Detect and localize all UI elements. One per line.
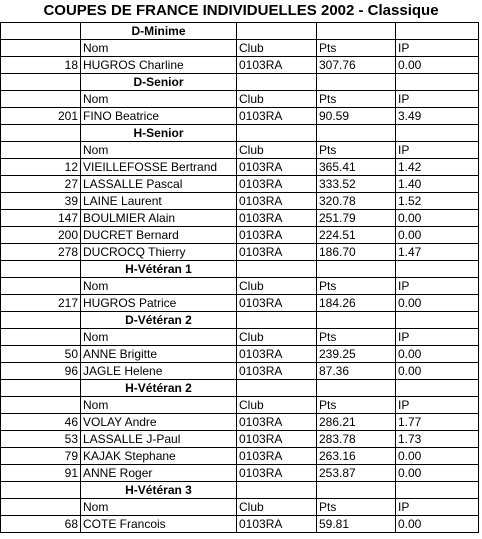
- table-row: [1, 193, 479, 210]
- ip-cell[interactable]: 1.40: [396, 176, 479, 193]
- club-cell[interactable]: 0103RA: [237, 227, 317, 244]
- section-title[interactable]: D-Vétéran 2: [81, 312, 237, 329]
- ip-cell[interactable]: 3.49: [396, 108, 479, 125]
- empty-cell[interactable]: [237, 74, 317, 91]
- header-club[interactable]: Club: [237, 499, 317, 516]
- pts-cell[interactable]: 224.51: [317, 227, 396, 244]
- header-ip[interactable]: IP: [396, 40, 479, 57]
- empty-cell[interactable]: [317, 482, 396, 499]
- ip-cell[interactable]: 0.00: [396, 295, 479, 312]
- club-cell[interactable]: 0103RA: [237, 159, 317, 176]
- ip-cell[interactable]: 0.00: [396, 363, 479, 380]
- ip-cell[interactable]: 1.77: [396, 414, 479, 431]
- club-cell[interactable]: 0103RA: [237, 346, 317, 363]
- section-title-row: [1, 482, 479, 499]
- header-ip[interactable]: IP: [396, 142, 479, 159]
- section-title-row: [1, 23, 479, 40]
- table-row: [1, 295, 479, 312]
- name-cell[interactable]: ANNE Brigitte: [81, 346, 237, 363]
- column-header-row: [1, 329, 479, 346]
- name-cell[interactable]: LASSALLE Pascal: [81, 176, 237, 193]
- pts-cell[interactable]: 307.76: [317, 57, 396, 74]
- pts-cell[interactable]: 365.41: [317, 159, 396, 176]
- name-cell[interactable]: VIEILLEFOSSE Bertrand: [81, 159, 237, 176]
- header-name[interactable]: Nom: [81, 397, 237, 414]
- pts-cell[interactable]: 90.59: [317, 108, 396, 125]
- empty-cell[interactable]: [396, 74, 479, 91]
- section-title[interactable]: H-Vétéran 1: [81, 261, 237, 278]
- club-cell[interactable]: 0103RA: [237, 210, 317, 227]
- rank-cell[interactable]: 27: [1, 176, 81, 193]
- name-cell[interactable]: LAINE Laurent: [81, 193, 237, 210]
- table-row: [1, 363, 479, 380]
- empty-cell[interactable]: [317, 312, 396, 329]
- rank-cell[interactable]: 91: [1, 465, 81, 482]
- ip-cell[interactable]: 1.42: [396, 159, 479, 176]
- ip-cell[interactable]: 0.00: [396, 465, 479, 482]
- empty-cell[interactable]: [1, 91, 81, 108]
- table-row: [1, 431, 479, 448]
- section-title[interactable]: H-Vétéran 3: [81, 482, 237, 499]
- pts-cell[interactable]: 186.70: [317, 244, 396, 261]
- ip-cell[interactable]: 0.00: [396, 448, 479, 465]
- pts-cell[interactable]: 59.81: [317, 516, 396, 533]
- header-name[interactable]: Nom: [81, 329, 237, 346]
- empty-cell[interactable]: [237, 312, 317, 329]
- header-pts[interactable]: Pts: [317, 91, 396, 108]
- table-row: [1, 227, 479, 244]
- section-title-row: [1, 312, 479, 329]
- column-header-row: [1, 142, 479, 159]
- rank-cell[interactable]: 278: [1, 244, 81, 261]
- name-cell[interactable]: DUCROCQ Thierry: [81, 244, 237, 261]
- ip-cell[interactable]: 0.00: [396, 210, 479, 227]
- header-club[interactable]: Club: [237, 329, 317, 346]
- empty-cell[interactable]: [317, 261, 396, 278]
- club-cell[interactable]: 0103RA: [237, 295, 317, 312]
- name-cell[interactable]: ANNE Roger: [81, 465, 237, 482]
- header-name[interactable]: Nom: [81, 499, 237, 516]
- column-header-row: [1, 91, 479, 108]
- pts-cell[interactable]: 87.36: [317, 363, 396, 380]
- header-pts[interactable]: Pts: [317, 499, 396, 516]
- empty-cell[interactable]: [396, 380, 479, 397]
- table-row: [1, 414, 479, 431]
- pts-cell[interactable]: 253.87: [317, 465, 396, 482]
- header-name[interactable]: Nom: [81, 91, 237, 108]
- club-cell[interactable]: 0103RA: [237, 448, 317, 465]
- empty-cell[interactable]: [1, 125, 81, 142]
- pts-cell[interactable]: 251.79: [317, 210, 396, 227]
- ip-cell[interactable]: 0.00: [396, 346, 479, 363]
- header-ip[interactable]: IP: [396, 91, 479, 108]
- club-cell[interactable]: 0103RA: [237, 414, 317, 431]
- pts-cell[interactable]: 320.78: [317, 193, 396, 210]
- pts-cell[interactable]: 286.21: [317, 414, 396, 431]
- empty-cell[interactable]: [396, 125, 479, 142]
- pts-cell[interactable]: 184.26: [317, 295, 396, 312]
- header-name[interactable]: Nom: [81, 40, 237, 57]
- column-header-row: [1, 278, 479, 295]
- empty-cell[interactable]: [237, 23, 317, 40]
- results-table: [0, 22, 479, 533]
- empty-cell[interactable]: [1, 261, 81, 278]
- empty-cell[interactable]: [237, 482, 317, 499]
- table-row: [1, 448, 479, 465]
- club-cell[interactable]: 0103RA: [237, 465, 317, 482]
- header-pts[interactable]: Pts: [317, 40, 396, 57]
- empty-cell[interactable]: [237, 380, 317, 397]
- empty-cell[interactable]: [1, 499, 81, 516]
- name-cell[interactable]: HUGROS Patrice: [81, 295, 237, 312]
- section-title-row: [1, 380, 479, 397]
- table-row: [1, 108, 479, 125]
- table-row: [1, 244, 479, 261]
- name-cell[interactable]: LASSALLE J-Paul: [81, 431, 237, 448]
- table-row: [1, 57, 479, 74]
- header-name[interactable]: Nom: [81, 142, 237, 159]
- rank-cell[interactable]: 53: [1, 431, 81, 448]
- ip-cell[interactable]: 1.73: [396, 431, 479, 448]
- pts-cell[interactable]: 333.52: [317, 176, 396, 193]
- empty-cell[interactable]: [317, 74, 396, 91]
- header-ip[interactable]: IP: [396, 278, 479, 295]
- header-ip[interactable]: IP: [396, 499, 479, 516]
- table-row: [1, 516, 479, 533]
- ip-cell[interactable]: 0.00: [396, 227, 479, 244]
- header-club[interactable]: Club: [237, 278, 317, 295]
- name-cell[interactable]: VOLAY Andre: [81, 414, 237, 431]
- results-body: [1, 23, 479, 533]
- pts-cell[interactable]: 239.25: [317, 346, 396, 363]
- empty-cell[interactable]: [1, 40, 81, 57]
- club-cell[interactable]: 0103RA: [237, 176, 317, 193]
- pts-cell[interactable]: 263.16: [317, 448, 396, 465]
- column-header-row: [1, 40, 479, 57]
- table-row: [1, 159, 479, 176]
- header-pts[interactable]: Pts: [317, 278, 396, 295]
- club-cell[interactable]: 0103RA: [237, 193, 317, 210]
- sheet-title: COUPES DE FRANCE INDIVIDUELLES 2002 - Classique: [43, 2, 439, 19]
- empty-cell[interactable]: [396, 482, 479, 499]
- name-cell[interactable]: JAGLE Helene: [81, 363, 237, 380]
- header-club[interactable]: Club: [237, 91, 317, 108]
- empty-cell[interactable]: [237, 261, 317, 278]
- rank-cell[interactable]: 201: [1, 108, 81, 125]
- empty-cell[interactable]: [1, 142, 81, 159]
- name-cell[interactable]: DUCRET Bernard: [81, 227, 237, 244]
- section-title-row: [1, 74, 479, 91]
- empty-cell[interactable]: [396, 261, 479, 278]
- table-row: [1, 465, 479, 482]
- header-name[interactable]: Nom: [81, 278, 237, 295]
- club-cell[interactable]: 0103RA: [237, 108, 317, 125]
- empty-cell[interactable]: [396, 312, 479, 329]
- empty-cell[interactable]: [317, 380, 396, 397]
- club-cell[interactable]: 0103RA: [237, 431, 317, 448]
- section-title[interactable]: H-Vétéran 2: [81, 380, 237, 397]
- table-row: [1, 346, 479, 363]
- name-cell[interactable]: HUGROS Charline: [81, 57, 237, 74]
- club-cell[interactable]: 0103RA: [237, 57, 317, 74]
- header-ip[interactable]: IP: [396, 397, 479, 414]
- empty-cell[interactable]: [1, 23, 81, 40]
- name-cell[interactable]: COTE Francois: [81, 516, 237, 533]
- empty-cell[interactable]: [1, 397, 81, 414]
- rank-cell[interactable]: 12: [1, 159, 81, 176]
- rank-cell[interactable]: 18: [1, 57, 81, 74]
- header-pts[interactable]: Pts: [317, 329, 396, 346]
- column-header-row: [1, 499, 479, 516]
- name-cell[interactable]: FINO Beatrice: [81, 108, 237, 125]
- empty-cell[interactable]: [237, 125, 317, 142]
- empty-cell[interactable]: [1, 329, 81, 346]
- section-title[interactable]: D-Minime: [81, 23, 237, 40]
- rank-cell[interactable]: 147: [1, 210, 81, 227]
- section-title[interactable]: H-Senior: [81, 125, 237, 142]
- header-club[interactable]: Club: [237, 397, 317, 414]
- rank-cell[interactable]: 217: [1, 295, 81, 312]
- header-club[interactable]: Club: [237, 142, 317, 159]
- name-cell[interactable]: KAJAK Stephane: [81, 448, 237, 465]
- section-title[interactable]: D-Senior: [81, 74, 237, 91]
- ip-cell[interactable]: 0.00: [396, 57, 479, 74]
- header-pts[interactable]: Pts: [317, 142, 396, 159]
- empty-cell[interactable]: [1, 74, 81, 91]
- ip-cell[interactable]: 1.47: [396, 244, 479, 261]
- column-header-row: [1, 397, 479, 414]
- empty-cell[interactable]: [396, 23, 479, 40]
- club-cell[interactable]: 0103RA: [237, 363, 317, 380]
- rank-cell[interactable]: 96: [1, 363, 81, 380]
- section-title-row: [1, 125, 479, 142]
- empty-cell[interactable]: [317, 23, 396, 40]
- header-club[interactable]: Club: [237, 40, 317, 57]
- empty-cell[interactable]: [1, 312, 81, 329]
- rank-cell[interactable]: 50: [1, 346, 81, 363]
- rank-cell[interactable]: 68: [1, 516, 81, 533]
- pts-cell[interactable]: 283.78: [317, 431, 396, 448]
- empty-cell[interactable]: [1, 482, 81, 499]
- club-cell[interactable]: 0103RA: [237, 516, 317, 533]
- table-row: [1, 176, 479, 193]
- rank-cell[interactable]: 39: [1, 193, 81, 210]
- rank-cell[interactable]: 79: [1, 448, 81, 465]
- name-cell[interactable]: BOULMIER Alain: [81, 210, 237, 227]
- section-title-row: [1, 261, 479, 278]
- header-ip[interactable]: IP: [396, 329, 479, 346]
- ip-cell[interactable]: 0.00: [396, 516, 479, 533]
- ip-cell[interactable]: 1.52: [396, 193, 479, 210]
- table-row: [1, 210, 479, 227]
- club-cell[interactable]: 0103RA: [237, 244, 317, 261]
- empty-cell[interactable]: [1, 278, 81, 295]
- rank-cell[interactable]: 46: [1, 414, 81, 431]
- header-pts[interactable]: Pts: [317, 397, 396, 414]
- rank-cell[interactable]: 200: [1, 227, 81, 244]
- empty-cell[interactable]: [317, 125, 396, 142]
- empty-cell[interactable]: [1, 380, 81, 397]
